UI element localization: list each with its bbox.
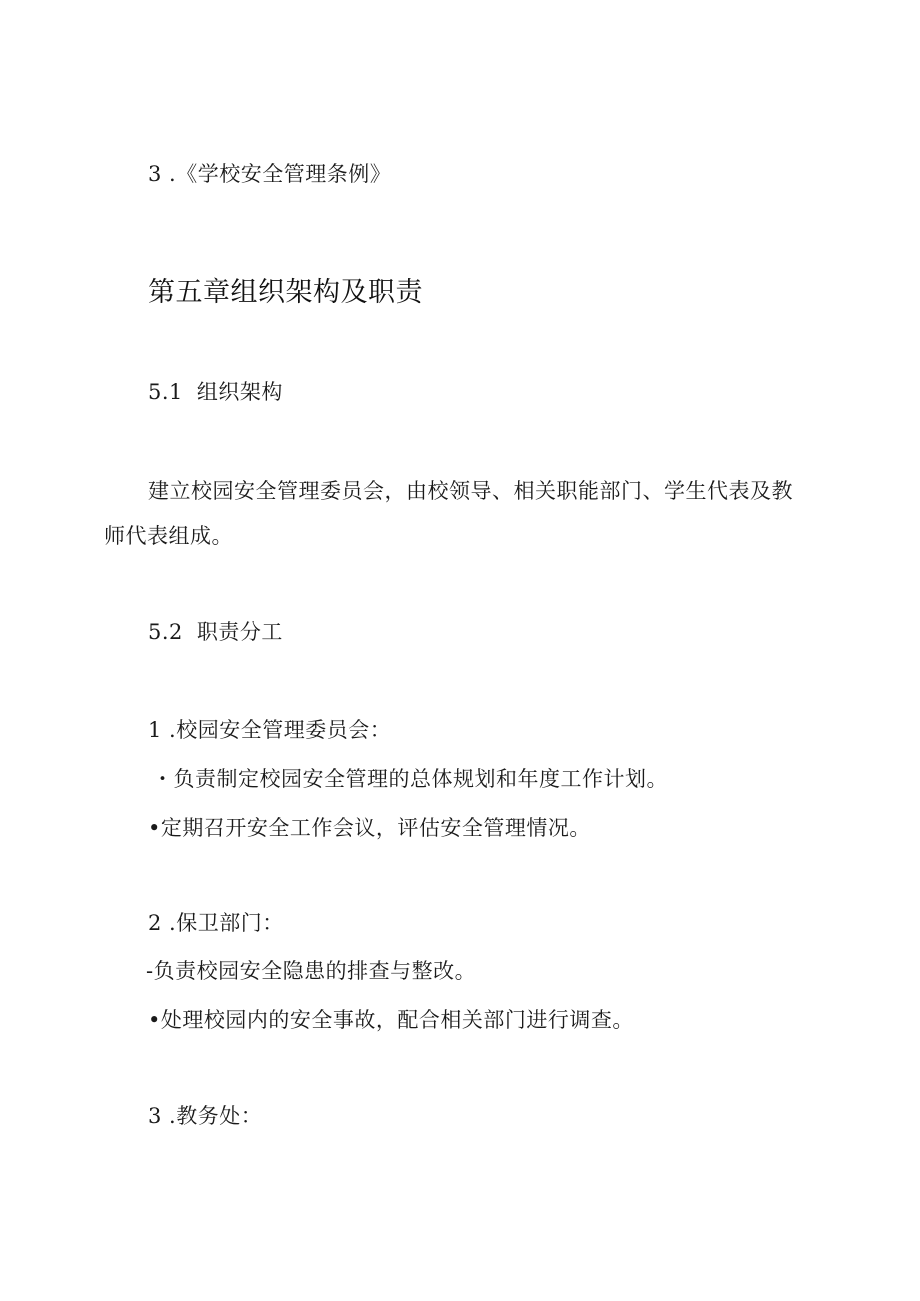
section-number: 5.2 [148, 620, 183, 644]
paragraph-line: 师代表组成。 [104, 524, 233, 548]
bullet-item: ・负责制定校园安全管理的总体规划和年度工作计划。 [152, 767, 668, 791]
section-title: 职责分工 [196, 620, 283, 644]
section-number: 5.1 [148, 380, 183, 404]
bullet-item: •处理校园内的安全事故，配合相关部门进行调查。 [148, 1008, 634, 1032]
list-item-heading: 2 .保卫部门： [148, 911, 284, 935]
bullet-item: •定期召开安全工作会议，评估安全管理情况。 [148, 816, 591, 840]
chapter-title: 第五章组织架构及职责 [148, 277, 423, 308]
paragraph-line: 建立校园安全管理委员会，由校领导、相关职能部门、学生代表及教 [148, 479, 793, 503]
section-heading-5-1 [148, 378, 283, 406]
bullet-item: -负责校园安全隐患的排查与整改。 [146, 959, 477, 983]
reference-item: 3 .《学校安全管理条例》 [148, 162, 392, 186]
list-item-heading: 3 .教务处： [148, 1104, 263, 1128]
section-heading-5-2 [148, 618, 283, 646]
section-title: 组织架构 [196, 380, 283, 404]
list-item-heading: 1 .校园安全管理委员会： [148, 718, 392, 742]
